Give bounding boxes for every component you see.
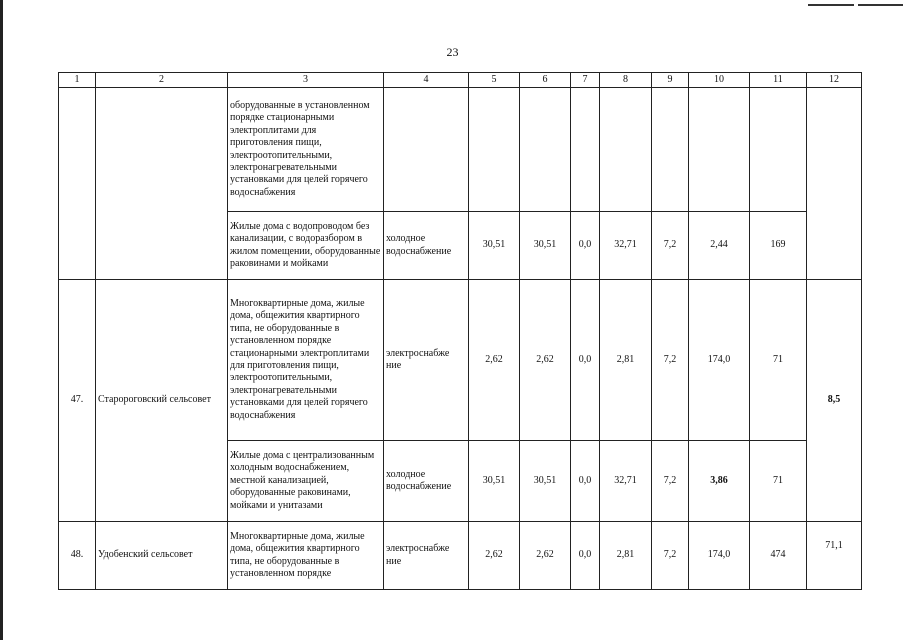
settlement-name: Старороговский сельсовет	[96, 280, 228, 522]
value-cell: 3,86	[689, 441, 750, 522]
top-dash-mark	[858, 4, 903, 6]
column-header: 1	[59, 73, 96, 88]
table-row	[59, 88, 862, 212]
service-type: холодное водоснабжение	[384, 441, 469, 522]
value-cell: 32,71	[600, 441, 652, 522]
value-cell: 7,2	[652, 522, 689, 590]
housing-description: Многоквартирные дома, жилые дома, общежития квартирного типа, не оборудованные в установленном порядке стационарными электроплитами для приготовления пищи, электроотопительными, электронагревательными установками для целей горячего водоснабжения	[228, 280, 384, 441]
value-cell: 0,0	[571, 522, 600, 590]
column-header: 2	[96, 73, 228, 88]
value-cell: 30,51	[469, 441, 520, 522]
value-cell	[469, 88, 520, 212]
value-cell	[652, 88, 689, 212]
housing-description: оборудованные в установленном порядке стационарными электроплитами для приготовления пищи, электроотопительными, электронагревательными установками для целей горячего водоснабжения	[228, 88, 384, 212]
value-cell: 169	[750, 212, 807, 280]
column-header: 4	[384, 73, 469, 88]
housing-description: Жилые дома с централизованным холодным водоснабжением, местной канализацией, оборудованные раковинами, мойками и унитазами	[228, 441, 384, 522]
column-header: 11	[750, 73, 807, 88]
value-cell: 2,62	[520, 522, 571, 590]
page-number: 23	[446, 45, 459, 59]
value-cell	[571, 88, 600, 212]
value-cell	[520, 88, 571, 212]
column-header: 7	[571, 73, 600, 88]
value-cell: 7,2	[652, 212, 689, 280]
value-cell	[689, 88, 750, 212]
row-number-cell	[59, 88, 96, 280]
value-cell: 71	[750, 441, 807, 522]
value-cell: 71	[750, 280, 807, 441]
service-type: холодное водоснабжение	[384, 212, 469, 280]
value-cell: 474	[750, 522, 807, 590]
value-cell: 30,51	[469, 212, 520, 280]
value-cell: 7,2	[652, 280, 689, 441]
housing-description: Многоквартирные дома, жилые дома, общежития квартирного типа, не оборудованные в установленном порядке	[228, 522, 384, 590]
top-dash-mark	[808, 4, 854, 6]
service-cell	[384, 88, 469, 212]
value-cell: 2,44	[689, 212, 750, 280]
value-cell: 30,51	[520, 441, 571, 522]
row-number: 47.	[59, 280, 96, 522]
column-header: 5	[469, 73, 520, 88]
settlement-cell	[96, 88, 228, 280]
value-cell: 0,0	[571, 280, 600, 441]
col12-value: 71,1	[807, 522, 862, 590]
value-cell: 2,62	[469, 522, 520, 590]
value-cell	[807, 88, 862, 280]
tariff-table	[58, 72, 862, 590]
value-cell: 174,0	[689, 280, 750, 441]
value-cell: 0,0	[571, 441, 600, 522]
value-cell: 0,0	[571, 212, 600, 280]
value-cell: 2,81	[600, 280, 652, 441]
value-cell: 2,62	[469, 280, 520, 441]
table-row	[59, 280, 862, 441]
value-cell: 32,71	[600, 212, 652, 280]
column-header: 6	[520, 73, 571, 88]
column-header: 3	[228, 73, 384, 88]
column-header: 10	[689, 73, 750, 88]
row-number: 48.	[59, 522, 96, 590]
value-cell: 2,81	[600, 522, 652, 590]
value-cell: 174,0	[689, 522, 750, 590]
settlement-name: Удобенский сельсовет	[96, 522, 228, 590]
value-cell: 2,62	[520, 280, 571, 441]
col12-value: 8,5	[807, 280, 862, 522]
service-type: электроснабже ние	[384, 522, 469, 590]
housing-description: Жилые дома с водопроводом без канализации, с водоразбором в жилом помещении, оборудованные раковинами и мойками	[228, 212, 384, 280]
value-cell	[600, 88, 652, 212]
value-cell	[750, 88, 807, 212]
value-cell: 30,51	[520, 212, 571, 280]
column-header: 9	[652, 73, 689, 88]
column-header: 8	[600, 73, 652, 88]
column-number-row	[59, 73, 862, 88]
left-margin-rule	[0, 0, 3, 640]
column-header: 12	[807, 73, 862, 88]
table-row	[59, 522, 862, 590]
value-cell: 7,2	[652, 441, 689, 522]
service-type: электроснабже ние	[384, 280, 469, 441]
